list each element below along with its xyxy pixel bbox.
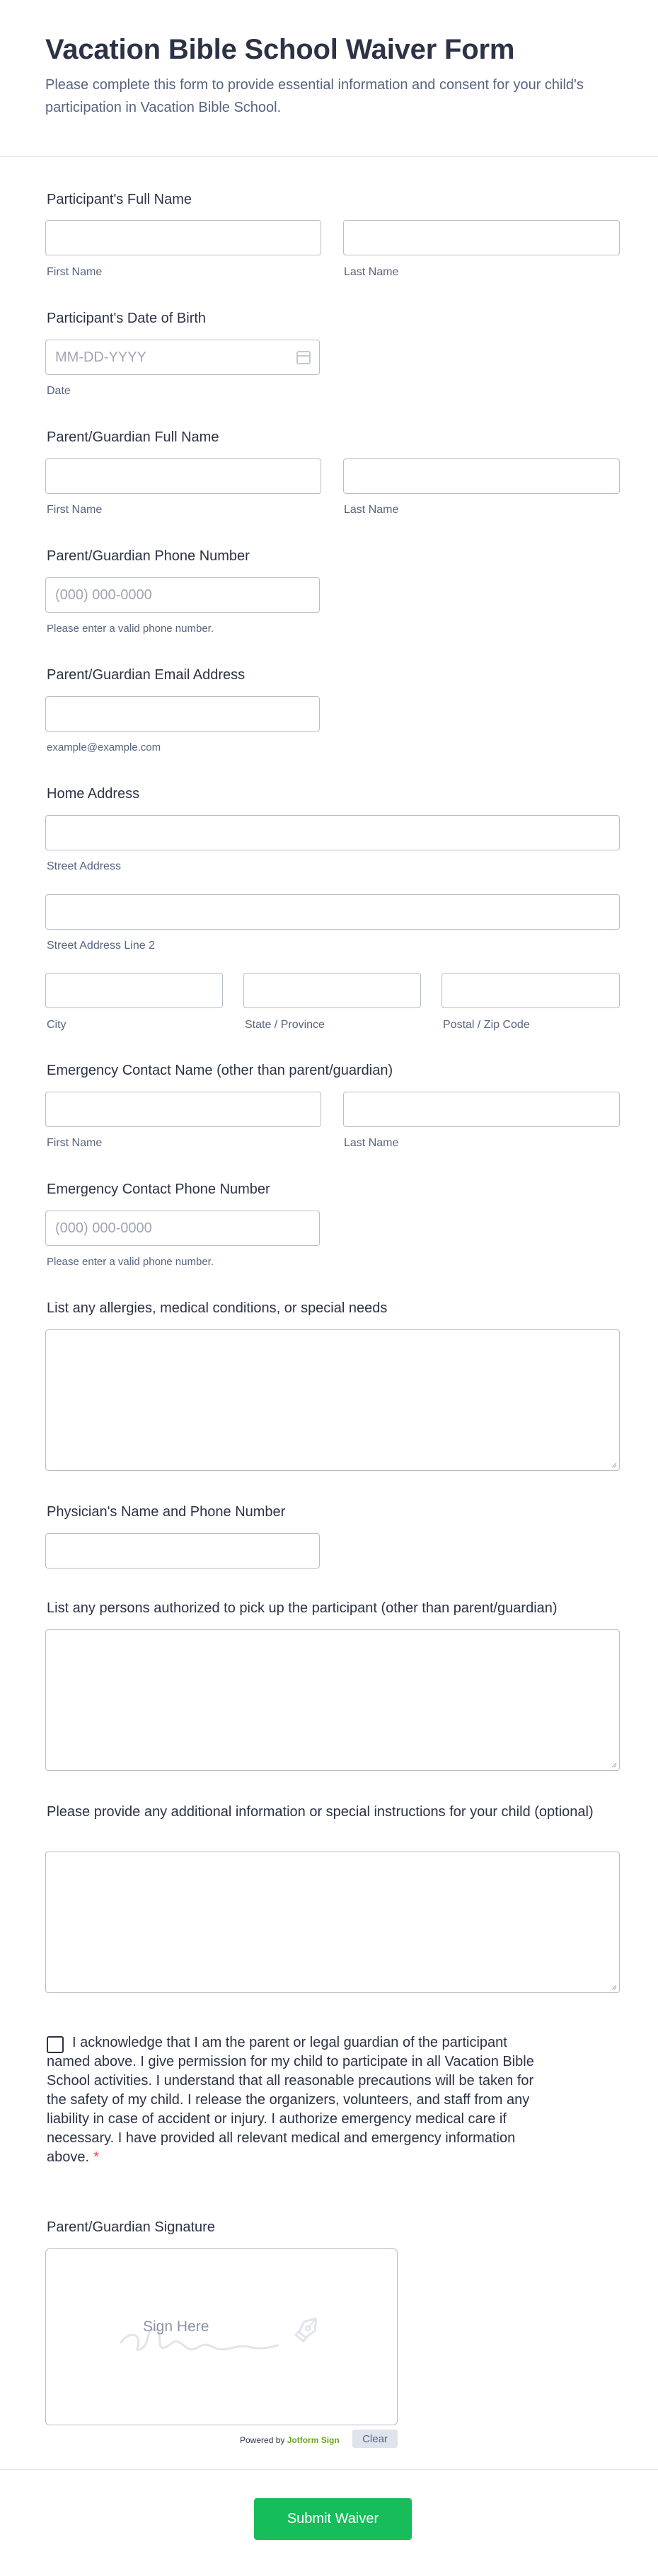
- participant-last-name-sublabel: Last Name: [344, 266, 399, 278]
- zip-sublabel: Postal / Zip Code: [443, 1019, 530, 1031]
- guardian-last-name-input[interactable]: [343, 458, 620, 494]
- jotform-sign-brand: Jotform Sign: [287, 2435, 340, 2445]
- participant-name-label: Participant's Full Name: [47, 192, 192, 207]
- allergies-label: List any allergies, medical conditions, or special needs: [47, 1300, 388, 1316]
- physician-label: Physician's Name and Phone Number: [47, 1504, 286, 1520]
- pickup-textarea[interactable]: [45, 1629, 620, 1771]
- emergency-phone-placeholder: (000) 000-0000: [55, 1220, 152, 1236]
- additional-textarea[interactable]: [45, 1852, 620, 1993]
- required-mark: *: [93, 2149, 99, 2165]
- emergency-name-label: Emergency Contact Name (other than parent/guardian): [47, 1063, 393, 1078]
- resize-grip-icon[interactable]: [610, 1761, 617, 1768]
- dob-input[interactable]: [45, 340, 320, 375]
- street-address-line2-input[interactable]: [45, 894, 620, 930]
- calendar-icon[interactable]: [296, 351, 311, 364]
- consent-statement: I acknowledge that I am the parent or legal guardian of the participant named above. I give permission for my child to participate in all Vacation Bible School activities. I understand that all reasonable precautions will be taken for the safety of my child. I release the organizers, volunteers, and staff from any liability in case of accident or injury. I authorize emergency medical care if necessary. I have provided all relevant medical and emergency information above.: [47, 2035, 534, 2165]
- street-address-input[interactable]: [45, 815, 620, 850]
- allergies-textarea[interactable]: [45, 1329, 620, 1471]
- guardian-name-label: Parent/Guardian Full Name: [47, 429, 219, 445]
- guardian-last-name-sublabel: Last Name: [344, 504, 399, 516]
- pickup-label: List any persons authorized to pick up the participant (other than parent/guardian): [47, 1600, 558, 1616]
- powered-by-label: Powered by: [240, 2435, 285, 2445]
- signature-pad[interactable]: [45, 2248, 398, 2425]
- guardian-email-input[interactable]: [45, 696, 320, 732]
- address-label: Home Address: [47, 786, 140, 802]
- guardian-email-sublabel: example@example.com: [47, 741, 161, 753]
- emergency-phone-input[interactable]: [45, 1211, 320, 1246]
- dob-sublabel: Date: [47, 385, 71, 397]
- clear-signature-button[interactable]: Clear: [352, 2430, 398, 2448]
- state-sublabel: State / Province: [245, 1019, 325, 1031]
- guardian-first-name-input[interactable]: [45, 458, 321, 494]
- additional-label: Please provide any additional information or special instructions for your child (optional): [47, 1804, 594, 1820]
- resize-grip-icon[interactable]: [610, 1983, 617, 1990]
- dob-label: Participant's Date of Birth: [47, 311, 207, 326]
- guardian-phone-input[interactable]: [45, 577, 320, 613]
- guardian-email-label: Parent/Guardian Email Address: [47, 667, 246, 683]
- guardian-first-name-sublabel: First Name: [47, 504, 103, 516]
- city-input[interactable]: [45, 973, 223, 1008]
- participant-last-name-input[interactable]: [343, 220, 620, 255]
- emergency-phone-sublabel: Please enter a valid phone number.: [47, 1256, 214, 1268]
- guardian-phone-placeholder: (000) 000-0000: [55, 587, 152, 603]
- city-sublabel: City: [47, 1019, 67, 1031]
- form-title: Vacation Bible School Waiver Form: [45, 34, 515, 65]
- consent-text: [47, 2033, 542, 2167]
- emergency-last-name-sublabel: Last Name: [344, 1137, 399, 1149]
- emergency-first-name-sublabel: First Name: [47, 1137, 103, 1149]
- dob-placeholder: MM-DD-YYYY: [55, 349, 146, 365]
- powered-by-text: [240, 2435, 340, 2445]
- guardian-phone-label: Parent/Guardian Phone Number: [47, 548, 250, 564]
- form-header: [0, 0, 658, 157]
- emergency-last-name-input[interactable]: [343, 1092, 620, 1127]
- pen-nib-icon: [292, 2313, 323, 2344]
- participant-first-name-input[interactable]: [45, 220, 321, 255]
- state-input[interactable]: [243, 973, 421, 1008]
- sign-here-prompt: Sign Here: [143, 2318, 209, 2335]
- footer-divider: [0, 2469, 658, 2470]
- signature-label: Parent/Guardian Signature: [47, 2219, 215, 2235]
- participant-first-name-sublabel: First Name: [47, 266, 103, 278]
- street-address-line2-sublabel: Street Address Line 2: [47, 940, 155, 952]
- street-address-sublabel: Street Address: [47, 860, 121, 872]
- emergency-phone-label: Emergency Contact Phone Number: [47, 1182, 270, 1197]
- zip-input[interactable]: [441, 973, 620, 1008]
- physician-input[interactable]: [45, 1533, 320, 1569]
- form-subtitle: Please complete this form to provide essential information and consent for your child's participation in Vacation Bible School.: [45, 77, 584, 115]
- resize-grip-icon[interactable]: [610, 1461, 617, 1468]
- submit-waiver-button[interactable]: Submit Waiver: [254, 2498, 412, 2540]
- emergency-first-name-input[interactable]: [45, 1092, 321, 1127]
- guardian-phone-sublabel: Please enter a valid phone number.: [47, 623, 214, 635]
